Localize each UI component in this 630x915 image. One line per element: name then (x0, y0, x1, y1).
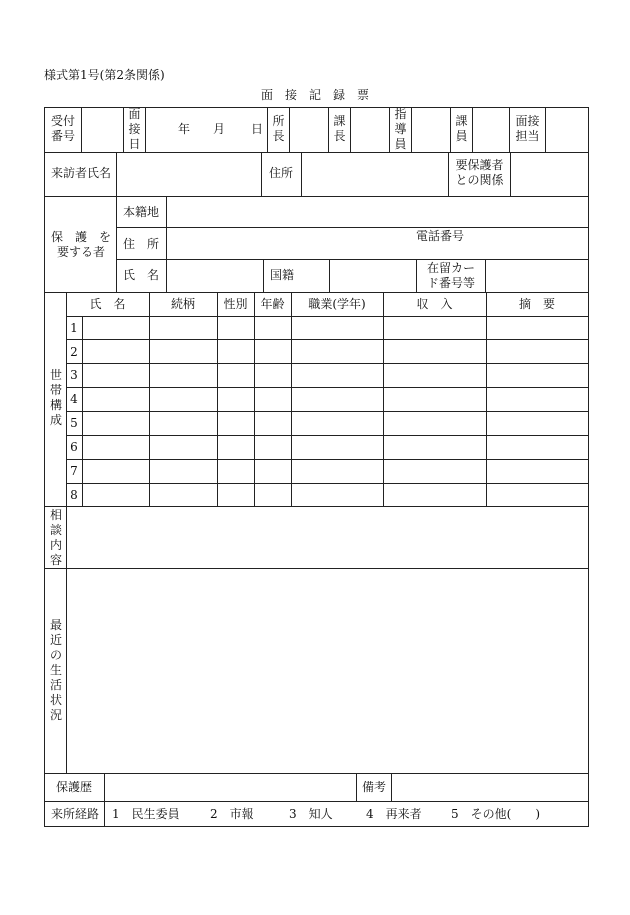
col-relation-header: 続柄 (170, 297, 195, 311)
history-label: 保護歴 (56, 780, 93, 794)
year-label: 年 (178, 122, 191, 136)
row-number: 1 (70, 321, 78, 335)
notes-label: 備考 (362, 780, 387, 794)
col-sex-header: 性別 (223, 297, 248, 311)
consultation-label: 相 談 内 容 (49, 508, 62, 567)
pp-address-label: 住 所 (123, 237, 160, 251)
route-option-sonota: 5 その他( ) (451, 807, 540, 821)
route-option-shiho: 2 市報 (210, 807, 254, 821)
col-name-header: 氏 名 (89, 297, 126, 311)
shocho-label: 所 長 (272, 114, 285, 143)
form-number: 様式第1号(第2条関係) (44, 68, 165, 82)
route-option-sairaisha: 4 再来者 (366, 807, 422, 821)
row-number: 4 (70, 392, 78, 406)
route-label: 来所経路 (51, 807, 100, 821)
phone-label: 電話番号 (416, 229, 465, 243)
row-number: 5 (70, 416, 78, 430)
col-remarks-header: 摘 要 (518, 297, 555, 311)
protected-person-label: 保 護 を 要する者 (50, 230, 111, 259)
shidoin-label: 指 導 員 (394, 107, 407, 151)
route-option-minseiiin: 1 民生委員 (112, 807, 180, 821)
mensetsubi-label: 面 接 日 (128, 107, 141, 151)
form-title: 面 接 記 録 票 (260, 88, 369, 102)
mensetsu-tanto-label: 面接 担当 (515, 114, 540, 143)
row-number: 3 (70, 368, 78, 382)
visitor-address-label: 住所 (269, 166, 294, 180)
row-number: 7 (70, 464, 78, 478)
visitor-name-label: 来訪者氏名 (51, 166, 112, 180)
col-income-header: 収 入 (416, 297, 453, 311)
uketsuke-bango-label: 受付 番号 (50, 114, 75, 143)
pp-name-label: 氏 名 (123, 268, 160, 282)
row-number: 2 (70, 345, 78, 359)
recent-life-label: 最 近 の 生 活 状 況 (49, 618, 62, 722)
residence-card-label: 在留カー ド番号等 (426, 261, 475, 290)
row-number: 8 (70, 488, 78, 502)
day-label: 日 (251, 122, 264, 136)
relation-label: 要保護者 との関係 (455, 158, 504, 187)
kacho-label: 課 長 (333, 114, 346, 143)
kain-label: 課 員 (455, 114, 468, 143)
honseki-label: 本籍地 (123, 205, 160, 219)
col-age-header: 年齢 (260, 297, 285, 311)
month-label: 月 (213, 122, 226, 136)
route-option-chijin: 3 知人 (289, 807, 333, 821)
household-label: 世 帯 構 成 (49, 368, 62, 427)
col-occupation-header: 職業(学年) (308, 297, 366, 311)
row-number: 6 (70, 440, 78, 454)
nationality-label: 国籍 (270, 268, 295, 282)
